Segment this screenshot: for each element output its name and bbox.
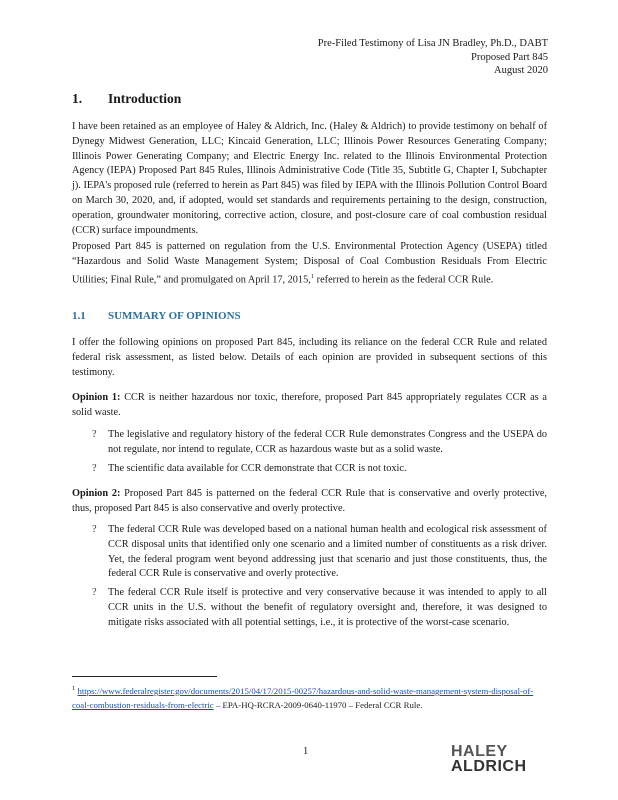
header-part-line: Proposed Part 845: [471, 51, 548, 63]
bullet-glyph: ?: [92, 524, 97, 535]
footnote-citation: – EPA-HQ-RCRA-2009-0640-11970 – Federal CCR Rule.: [213, 699, 423, 710]
bullet-glyph: ?: [92, 463, 97, 474]
footnote-reference[interactable]: 1: [310, 272, 315, 280]
footnote-link[interactable]: https://www.federalregister.gov/documents/2015/04/17/2015-00257/hazardous-and-solid-waste-management-system-disposal-of-coal-combustion-residuals-from-electric: [72, 685, 534, 710]
bullet-text: The legislative and regulatory history of the federal CCR Rule demonstrates Congress and the USEPA do not regulate, nor intend to regulate, CCR as hazardous waste but as a solid waste.: [108, 429, 547, 455]
bullet-text: The federal CCR Rule itself is protective and very conservative because it was intended to apply to all CCR units in the U.S. without the benefit of regulatory oversight and, therefore, it was designed to mitigate risks associated with all potential settings, i.e., it is protective of the worst-case scenario.: [108, 587, 547, 628]
header-author-line: Pre-Filed Testimony of Lisa JN Bradley, Ph.D., DABT: [317, 38, 548, 49]
bullet-text: The scientific data available for CCR demonstrate that CCR is not toxic.: [108, 463, 407, 474]
opinion-2-label: Opinion 2:: [72, 488, 121, 499]
opinion-2-bullet-1: [92, 523, 547, 582]
bullet-glyph: ?: [92, 587, 97, 598]
subsection-heading: [72, 310, 241, 322]
document-header: [318, 37, 548, 78]
opinion-1-label: Opinion 1:: [72, 392, 121, 403]
opinion-1: [72, 391, 547, 421]
header-date-line: August 2020: [494, 65, 548, 76]
footnote-number: 1: [72, 685, 76, 692]
footnote: [72, 682, 548, 712]
section-title: Introduction: [108, 91, 182, 106]
intro-paragraph: I have been retained as an employee of Haley & Aldrich, Inc. (Haley & Aldrich) to provide testimony on behalf of Dynegy Midwest Generation, LLC; Kincaid Generation, LLC; Illinois Power Resources Generating Company; Illinois Power Generating Company; and Electric Energy Inc. related to the Illinois Environmental Protection Agency (IEPA) Proposed Part 845 Rules, Illinois Administrative Code (Title 35, Subtitle G, Chapter I, Subchapter j). IEPA's proposed rule (referred to herein as Part 845) was filed by IEPA with the Illinois Pollution Control Board on March 30, 2020, and, if adopted, would set standards and requirements pertaining to the design, construction, operation, groundwater monitoring, corrective action, closure, and post-closure care of coal combustion residual (CCR) surface impoundments.: [72, 121, 547, 236]
subsection-number: 1.1: [72, 310, 86, 322]
footnote-divider: [72, 676, 217, 677]
haley-aldrich-logo: [451, 744, 527, 774]
opinion-1-text: CCR is neither hazardous nor toxic, therefore, proposed Part 845 appropriately regulates CCR as a solid waste.: [72, 392, 548, 418]
opinion-1-bullet-1: [92, 428, 547, 458]
bullet-glyph: ?: [92, 429, 97, 440]
opinion-2-bullet-2: [92, 586, 547, 630]
opinion-2-text: Proposed Part 845 is patterned on the federal CCR Rule that is conservative and overly protective, thus, proposed Part 845 is also conservative and overly protective.: [72, 488, 547, 514]
section-number: 1.: [72, 91, 83, 106]
patterned-text-tail: referred to herein as the federal CCR Rule.: [314, 274, 494, 286]
bullet-text: The federal CCR Rule was developed based on a national human health and ecological risk assessment of CCR disposal units that identified only one scenario and a limited number of constituents as a risk driver. Yet, the federal program went beyond addressing just that scenario and just those constituents, thus, the federal CCR Rule is conservative and overly protective.: [108, 524, 547, 580]
opinions-intro-paragraph: I offer the following opinions on proposed Part 845, including its reliance on the federal CCR Rule and related federal risk assessment, as listed below. Details of each opinion are provided in subsequent sections of this testimony.: [72, 337, 547, 378]
patterned-text: Proposed Part 845 is patterned on regulation from the U.S. Environmental Protection Agency (USEPA) titled “Hazardous and Solid Waste Management System; Disposal of Coal Combustion Residuals From Electric Utilities; Final Rule,” and promulgated on April 17, 2015,: [72, 241, 547, 286]
patterned-paragraph: [72, 240, 547, 288]
page-number: 1: [303, 746, 309, 757]
opinion-1-bullet-2: [92, 462, 547, 477]
opinion-2: [72, 487, 547, 517]
section-heading: [72, 91, 181, 107]
logo-line-2: ALDRICH: [451, 758, 527, 775]
logo-line-1: HALEY: [451, 743, 508, 760]
subsection-title: SUMMARY OF OPINIONS: [108, 310, 241, 322]
